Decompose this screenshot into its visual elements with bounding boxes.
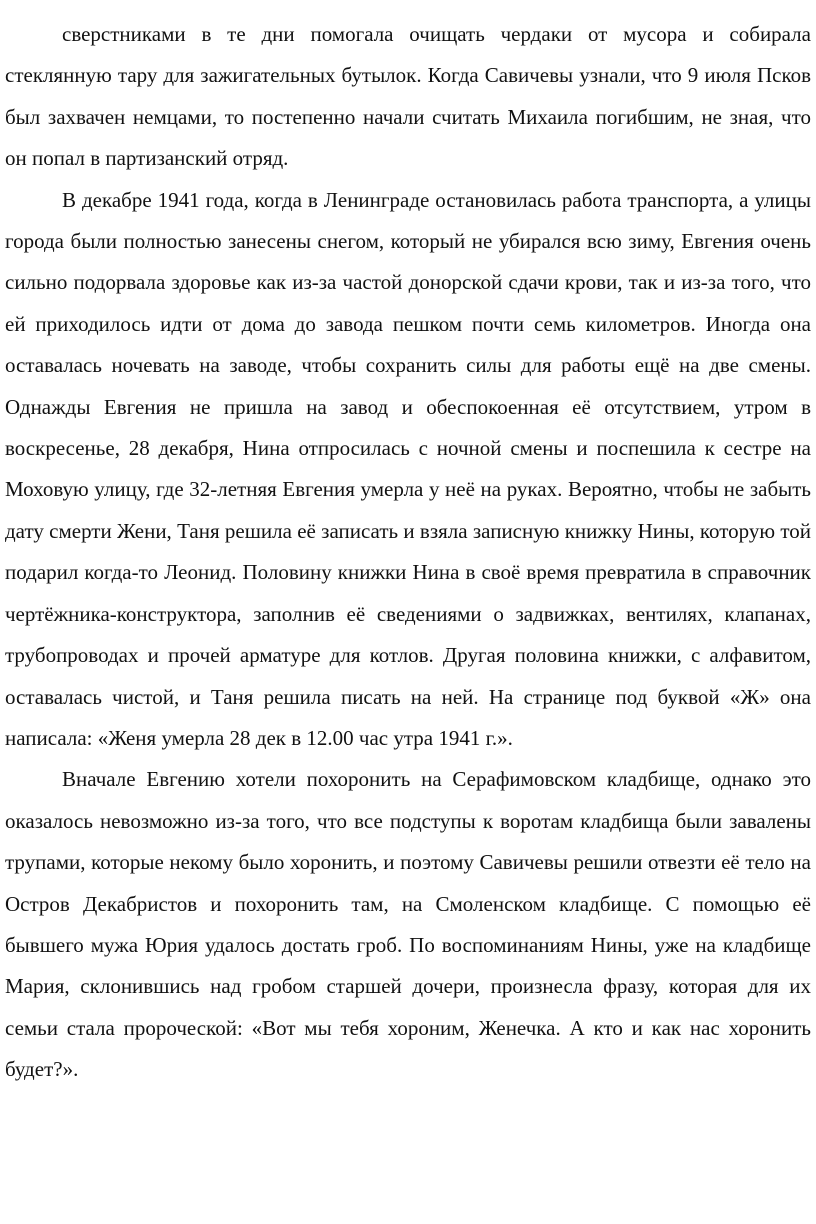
paragraph-continuation: сверстниками в те дни помогала очищать чердаки от мусора и собирала стеклянную тару для зажигательных бутылок. Когда Савичевы узнали, что 9 июля Псков был захвачен немцами, то постепенно начали считать Михаила погибшим, не зная, что он попал в партизанский отряд. [5, 22, 811, 171]
paragraph-december-1941: В декабре 1941 года, когда в Ленинграде остановилась работа транспорта, а улицы города были полностью занесены снегом, который не убирался всю зиму, Евгения очень сильно подорвала здоровье как из-за частой донорской сдачи крови, так и из-за того, что ей приходилось идти от дома до завода пешком почти семь километров. Иногда она оставалась ночевать на заводе, чтобы сохранить силы для работы ещё на две смены. Однажды Евгения не пришла на завод и обеспокоенная её отсутствием, утром в воскресенье, 28 декабря, Нина отпросилась с ночной смены и поспешила к сестре на Моховую улицу, где 32-летняя Евгения умерла у неё на руках. Вероятно, чтобы не забыть дату смерти Жени, Таня решила её записать и взяла записную книжку Нины, которую той подарил когда-то Леонид. Половину книжки Нина в своё время превратила в справочник чертёжника-конструктора, заполнив её сведениями о задвижках, вентилях, клапанах, трубопроводах и прочей арматуре для котлов. Другая половина книжки, с алфавитом, оставалась чистой, и Таня решила писать на ней. На странице под буквой «Ж» она написала: «Женя умерла 28 дек в 12.00 час утра 1941 г.». [5, 187, 811, 750]
paragraph-funeral: Вначале Евгению хотели похоронить на Серафимовском кладбище, однако это оказалось невозможно из-за того, что все подступы к воротам кладбища были завалены трупами, которые некому было хоронить, и поэтому Савичевы решили отвезти её тело на Остров Декабристов и похоронить там, на Смоленском кладбище. С помощью её бывшего мужа Юрия удалось достать гроб. По воспоминаниям Нины, уже на кладбище Мария, склонившись над гробом старшей дочери, произнесла фразу, которая для их семьи стала пророческой: «Вот мы тебя хороним, Женечка. А кто и как нас хоронить будет?». [5, 767, 811, 1082]
